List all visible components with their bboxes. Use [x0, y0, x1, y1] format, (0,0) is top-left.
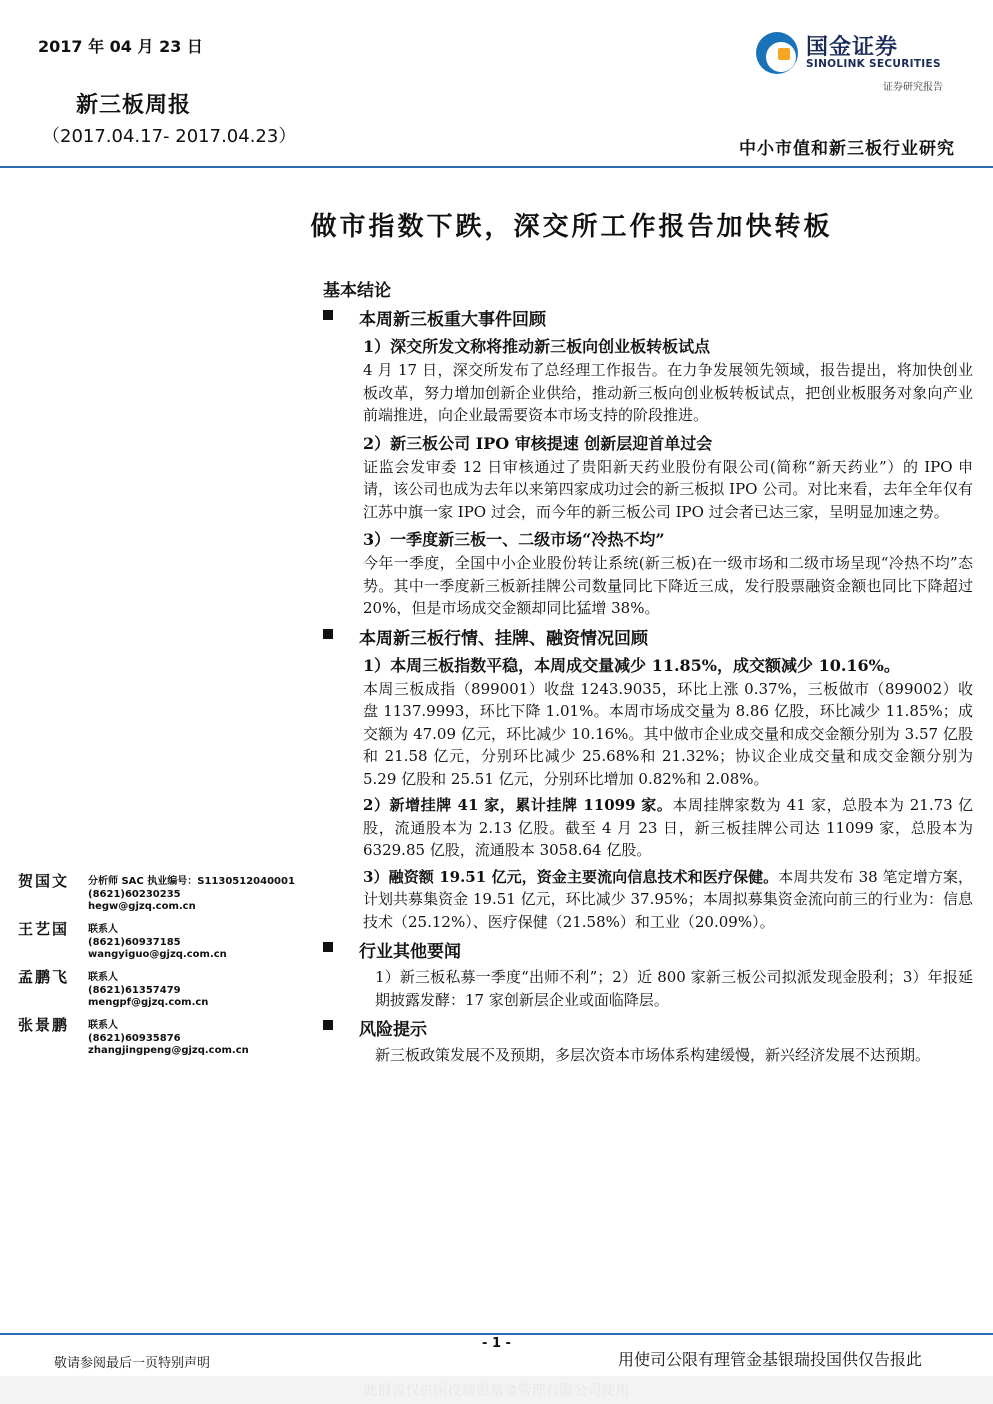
analyst-name: 孟鹏飞: [18, 968, 70, 986]
section-heading-news: [323, 937, 973, 962]
footer-watermark: 此报告仅供国投瑞银基金管理有限公司使用: [363, 1383, 630, 1399]
event-title-3: 3）一季度新三板一、二级市场“冷热不均”: [363, 530, 665, 549]
logo-text-en: SINOLINK SECURITIES: [806, 58, 941, 70]
market-title-1: 1）本周三板指数平稳，本周成交量减少 11.85%，成交额减少 10.16%。: [363, 655, 900, 675]
analyst-role: 联系人: [88, 924, 118, 935]
analyst-contact: [88, 876, 295, 914]
market-text-1: 本周三板成指（899001）收盘 1243.9035，环比上涨 0.37%，三板做市（899002）收盘 1137.9993，环比下降 1.01%。本周市场成交量为 8.86 亿股，环比减少 11.85%；成交额为 47.09 亿元，环比减少 10.16%。其中做市企业成交量和成交金额分别为 3.57 亿股和 21.58 亿元，分别环比减少 25.68%和 21.32%；协议企业成交量和成交金额分别为 5.29 亿股和 25.51 亿元，分别环比增加 0.82%和 2.08%。: [363, 679, 973, 788]
footer-divider: [0, 1333, 993, 1335]
bullet-square-icon: [323, 942, 333, 952]
analyst-contact: [88, 1020, 249, 1058]
market-text-2: 本周挂牌家数为 41 家，总股本为 21.73 亿股，流通股本为 2.13 亿股。截至 4 月 23 日，新三板挂牌公司达 11099 家，总股本为 6329.85 亿股，流通股本 3058.64 亿股。: [363, 796, 973, 859]
report-period: （2017.04.17- 2017.04.23）: [42, 126, 297, 147]
report-category: 证券研究报告: [883, 82, 943, 93]
analyst-role: 联系人: [88, 972, 118, 983]
bullet-square-icon: [323, 310, 333, 320]
report-body: [323, 276, 973, 1071]
bullet-square-icon: [323, 629, 333, 639]
main-title: 做市指数下跌，深交所工作报告加快转板: [310, 212, 833, 242]
section-heading-events-label: 本周新三板重大事件回顾: [359, 310, 546, 330]
section-heading-risk-label: 风险提示: [359, 1020, 427, 1040]
section-heading-conclusion: 基本结论: [323, 281, 391, 301]
event-text-2: 证监会发审委 12 日审核通过了贵阳新天药业股份有限公司(简称“新天药业”）的 IPO 申请，该公司也成为去年以来第四家成功过会的新三板拟 IPO 公司。对比来看，去年全年仅有江苏中旗一家 IPO 过会，而今年的新三板公司 IPO 过会者已达三家，呈明显加速之势。: [363, 457, 973, 521]
analyst-card: [18, 966, 308, 1014]
market-item-2: [363, 794, 973, 862]
news-text: 1）新三板私募一季度“出师不利”；2）近 800 家新三板公司拟派发现金股利；3）年报延期披露发酵：17 家创新层企业或面临降层。: [375, 968, 973, 1009]
report-date: 2017 年 04 月 23 日: [38, 37, 203, 56]
market-text-3: 本周共发布 38 笔定增方案，计划共募集资金 19.51 亿元，环比减少 37.95%；本周拟募集资金流向前三的行业为：信息技术（25.12%）、医疗保健（21.58%）和工业（20.09%）。: [363, 867, 974, 931]
page-number: - 1 -: [482, 1336, 511, 1351]
section-heading-market-label: 本周新三板行情、挂牌、融资情况回顾: [359, 628, 648, 649]
analyst-phone: (8621)60230235: [88, 888, 181, 900]
event-text-1: 4 月 17 日，深交所发布了总经理工作报告。在力争发展领先领域，报告提出，将加快创业板改革，努力增加创新企业供给，推动新三板向创业板转板试点，把创业板服务对象向产业前端推进，向企业最需要资本市场支持的阶段推进。: [363, 361, 973, 424]
analyst-contact: [88, 972, 208, 1010]
analyst-name: 王艺国: [18, 920, 70, 938]
analyst-card: [18, 918, 308, 966]
analyst-name: 贺国文: [18, 872, 70, 890]
analyst-phone: (8621)60937185: [88, 936, 181, 948]
market-item-3: [363, 866, 973, 934]
analyst-role: 分析师 SAC 执业编号：S1130512040001: [88, 876, 295, 887]
analyst-role: 联系人: [88, 1020, 118, 1031]
footer-disclaimer-note: 敬请参阅最后一页特别声明: [54, 1356, 211, 1371]
analyst-card: [18, 870, 308, 918]
event-title-2: 2）新三板公司 IPO 审核提速 创新层迎首单过会: [363, 433, 713, 453]
industry-title: 中小市值和新三板行业研究: [739, 139, 955, 159]
analyst-email: zhangjingpeng@gjzq.com.cn: [88, 1045, 249, 1056]
risk-text: 新三板政策发展不及预期，多层次资本市场体系构建缓慢，新兴经济发展不达预期。: [375, 1046, 931, 1064]
analyst-phone: (8621)60935876: [88, 1032, 181, 1044]
event-text-3: 今年一季度，全国中小企业股份转让系统(新三板)在一级市场和二级市场呈现“冷热不均”态势。其中一季度新三板新挂牌公司数量同比下降近三成，发行股票融资金额也同比下降超过 20%，但是市场成交金额却同比猛增 38%。: [363, 554, 973, 617]
section-heading-news-label: 行业其他要闻: [359, 942, 461, 962]
report-type: 新三板周报: [76, 92, 192, 118]
bullet-square-icon: [323, 1020, 333, 1030]
analyst-list: [18, 870, 308, 1062]
footer-usage-note: 用使司公限有理管金基银瑞投国供仅告报此: [618, 1350, 923, 1369]
market-title-3: 3）融资额 19.51 亿元，资金主要流向信息技术和医疗保健。: [363, 867, 779, 886]
analyst-card: [18, 1014, 308, 1062]
header-divider: [0, 166, 993, 168]
analyst-email: mengpf@gjzq.com.cn: [88, 997, 209, 1008]
event-title-1: 1）深交所发文称将推动新三板向创业板转板试点: [363, 337, 711, 356]
logo-text-cn: 国金证券: [806, 35, 899, 60]
market-title-2: 2）新增挂牌 41 家，累计挂牌 11099 家。: [363, 796, 673, 814]
logo-mark-icon: [756, 32, 798, 74]
section-heading-market: [323, 624, 973, 649]
analyst-name: 张景鹏: [18, 1016, 70, 1034]
analyst-contact: [88, 924, 227, 962]
analyst-phone: (8621)61357479: [88, 984, 181, 996]
company-logo: [756, 30, 946, 78]
analyst-email: hegw@gjzq.com.cn: [88, 901, 196, 912]
section-heading-risk: [323, 1015, 973, 1040]
section-heading-events: [323, 305, 973, 330]
analyst-email: wangyiguo@gjzq.com.cn: [88, 949, 227, 960]
